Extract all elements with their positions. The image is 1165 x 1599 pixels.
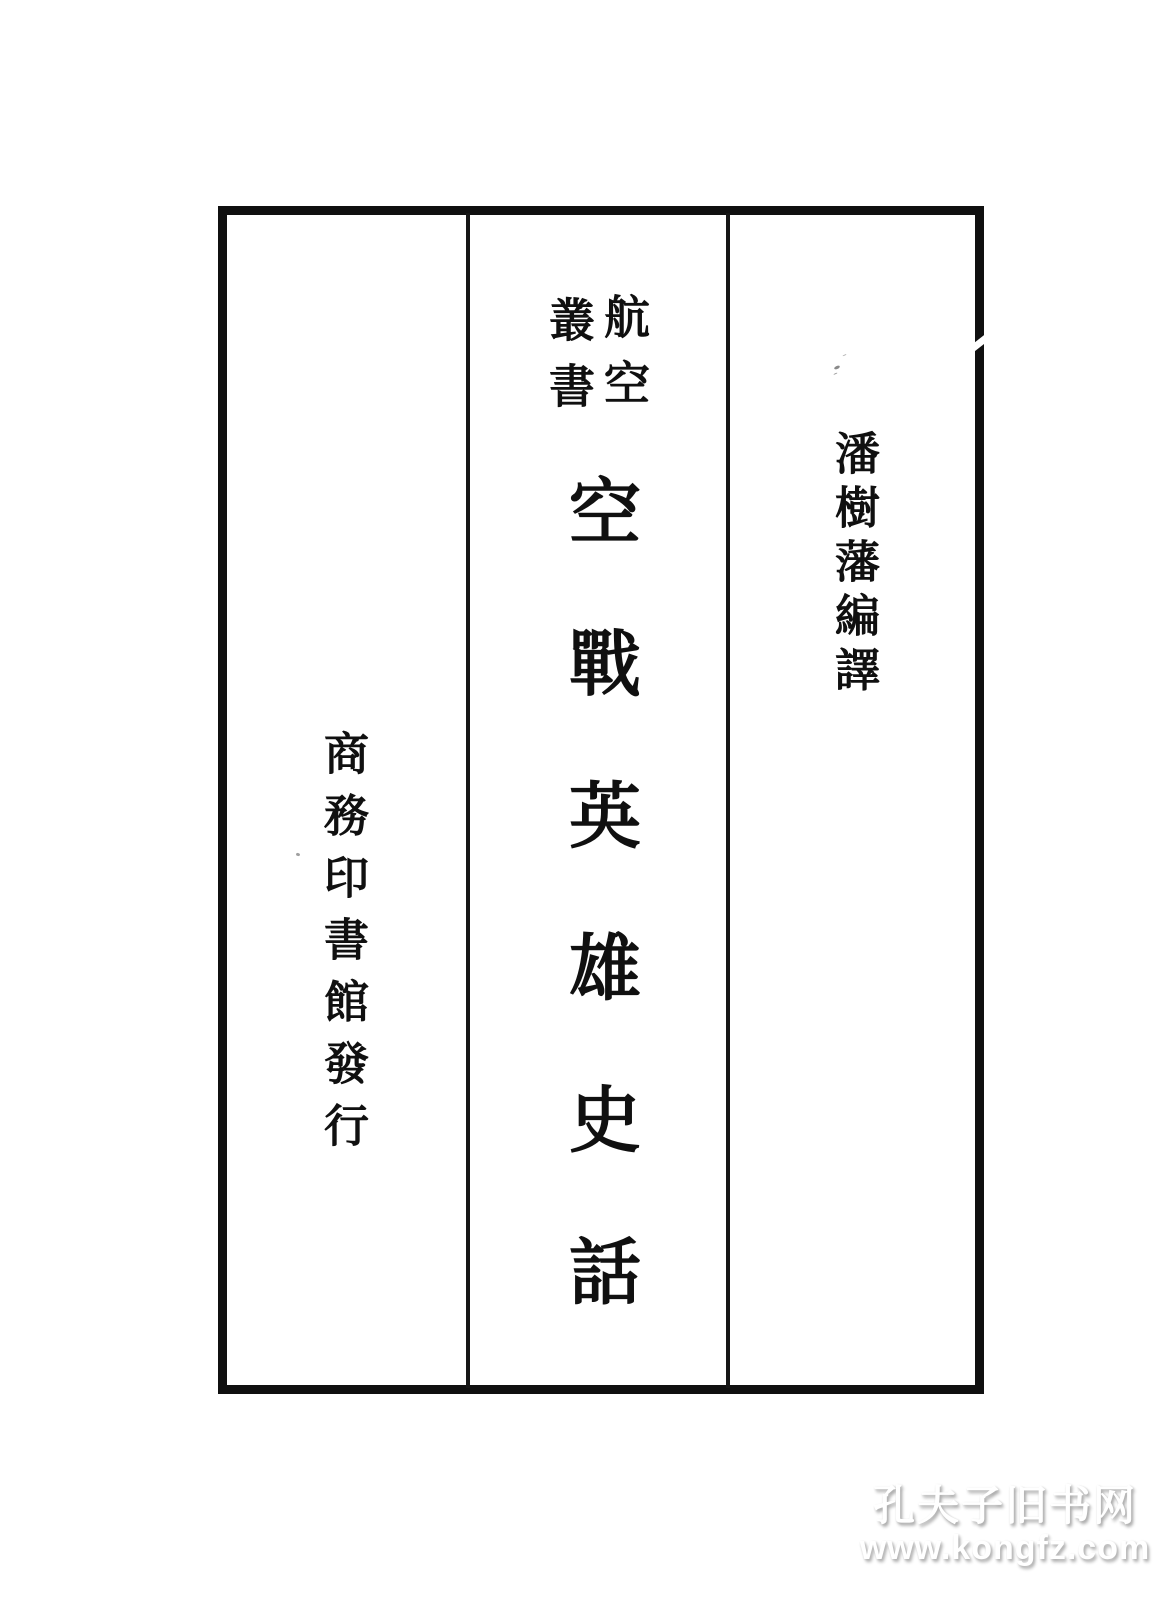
column-divider-left [466, 213, 470, 1388]
series-title-column-2: 叢書 [543, 296, 594, 428]
watermark-site-url: www.kongfz.com [859, 1529, 1151, 1567]
translator-credit: 潘樹藩編譯 [828, 430, 878, 700]
series-title-column-1: 航空 [598, 293, 649, 425]
kongfz-watermark [855, 1484, 1155, 1566]
watermark-site-name: 孔夫子旧书网 [872, 1484, 1137, 1530]
column-divider-right [726, 213, 730, 1388]
publisher-credit: 商務印書館發行 [317, 730, 367, 1164]
book-main-title: 空戰英雄史話 [558, 474, 638, 1386]
